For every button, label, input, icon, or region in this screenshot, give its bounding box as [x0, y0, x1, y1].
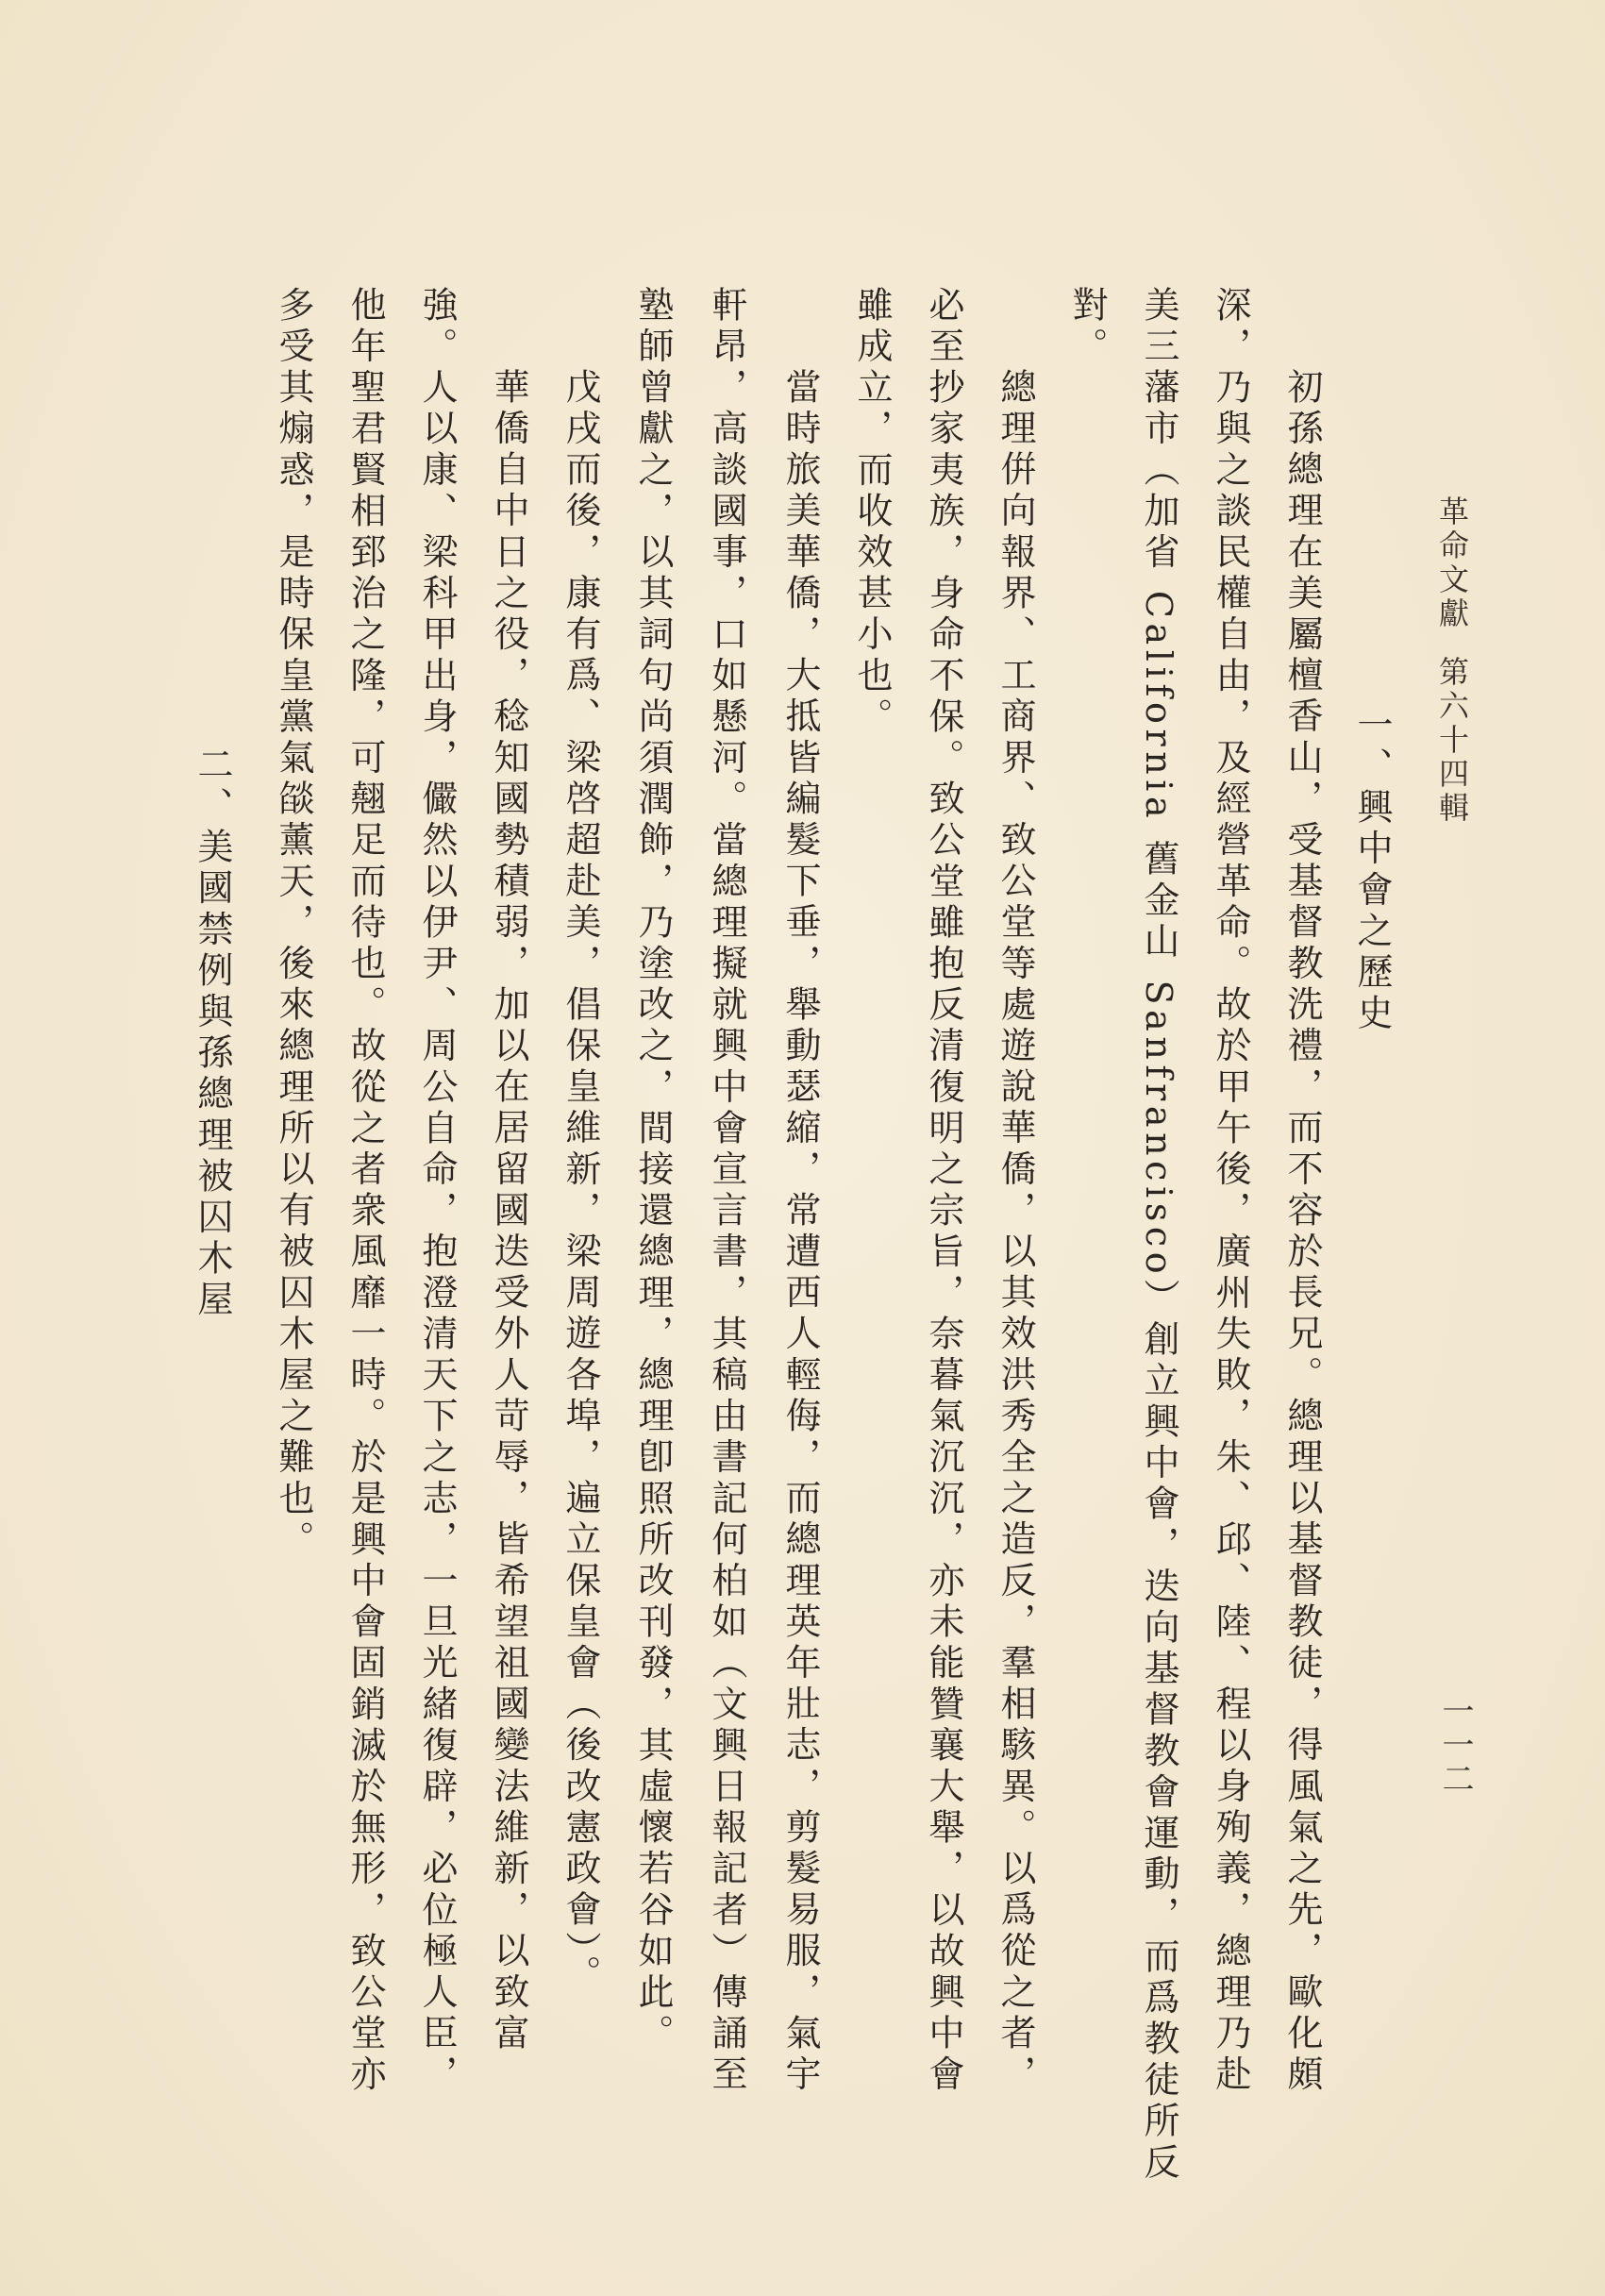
running-header: [1436, 495, 1474, 826]
text-column: 深，乃與之談民權自由，及經營革命。故於甲午後，廣州失敗，朱、邱、陸、程以身殉義，總理乃赴: [1210, 286, 1251, 2097]
text-column: 軒昂，高談國事，口如懸河。當總理擬就興中會宣言書，其稿由書記何柏如（文興日報記者）傳誦至: [706, 286, 747, 2097]
text-column: 當時旅美華僑，大抵皆編髮下垂，舉動瑟縮，常遭西人輕侮，而總理英年壯志，剪髮易服，氣宇: [779, 368, 821, 2097]
text-column: 初孫總理在美屬檀香山，受基督教洗禮，而不容於長兄。總理以基督教徒，得風氣之先，歐化頗: [1281, 368, 1323, 2097]
text-column: 美三藩市（加省 California 舊金山 Sanfrancisco）創立興中會，迭向基督教會運動，而爲教徒所反: [1138, 286, 1179, 2185]
text-column: 總理倂向報界、工商界、致公堂等處遊說華僑，以其效洪秀全之造反，羣相駭異。以爲從之者，: [995, 368, 1036, 2097]
text-column: 多受其煽惑，是時保皇黨氣燄薰天，後來總理所以有被囚木屋之難也。: [273, 286, 314, 1562]
page-number: 一一二: [1436, 1694, 1474, 1796]
text-column: 對。: [1066, 286, 1108, 369]
book-title: 革命文獻: [1434, 495, 1470, 631]
section-heading-1: 一、興中會之歷史: [1351, 706, 1393, 1035]
section-heading-2: 二、美國禁例與孫總理被囚木屋: [192, 746, 233, 1322]
text-column: 他年聖君賢相郅治之隆，可翹足而待也。故從之者衆風靡一時。於是興中會固銷滅於無形，致公堂亦: [344, 286, 386, 2097]
text-column: 戊戌而後，康有爲、梁啓超赴美，倡保皇維新，梁周遊各埠，遍立保皇會（後改憲政會）。: [560, 368, 601, 1996]
text-column: 雖成立，而收效甚小也。: [851, 286, 893, 739]
text-column: 華僑自中日之役，稔知國勢積弱，加以在居留國迭受外人苛辱，皆希望祖國變法維新，以致富: [488, 368, 529, 2055]
text-column: 強。人以康、梁科甲出身，儼然以伊尹、周公自命，抱澄清天下之志，一旦光緒復辟，必位極人臣，: [416, 286, 458, 2097]
text-column: 必至抄家夷族，身命不保。致公堂雖抱反清復明之宗旨，奈暮氣沉沉，亦未能贊襄大舉，以故興中會: [923, 286, 964, 2097]
text-column: 塾師曾獻之，以其詞句尚須潤飾，乃塗改之，間接還總理，總理卽照所改刊發，其虛懷若谷如此。: [632, 286, 674, 2055]
volume-number: 第六十四輯: [1434, 656, 1470, 826]
